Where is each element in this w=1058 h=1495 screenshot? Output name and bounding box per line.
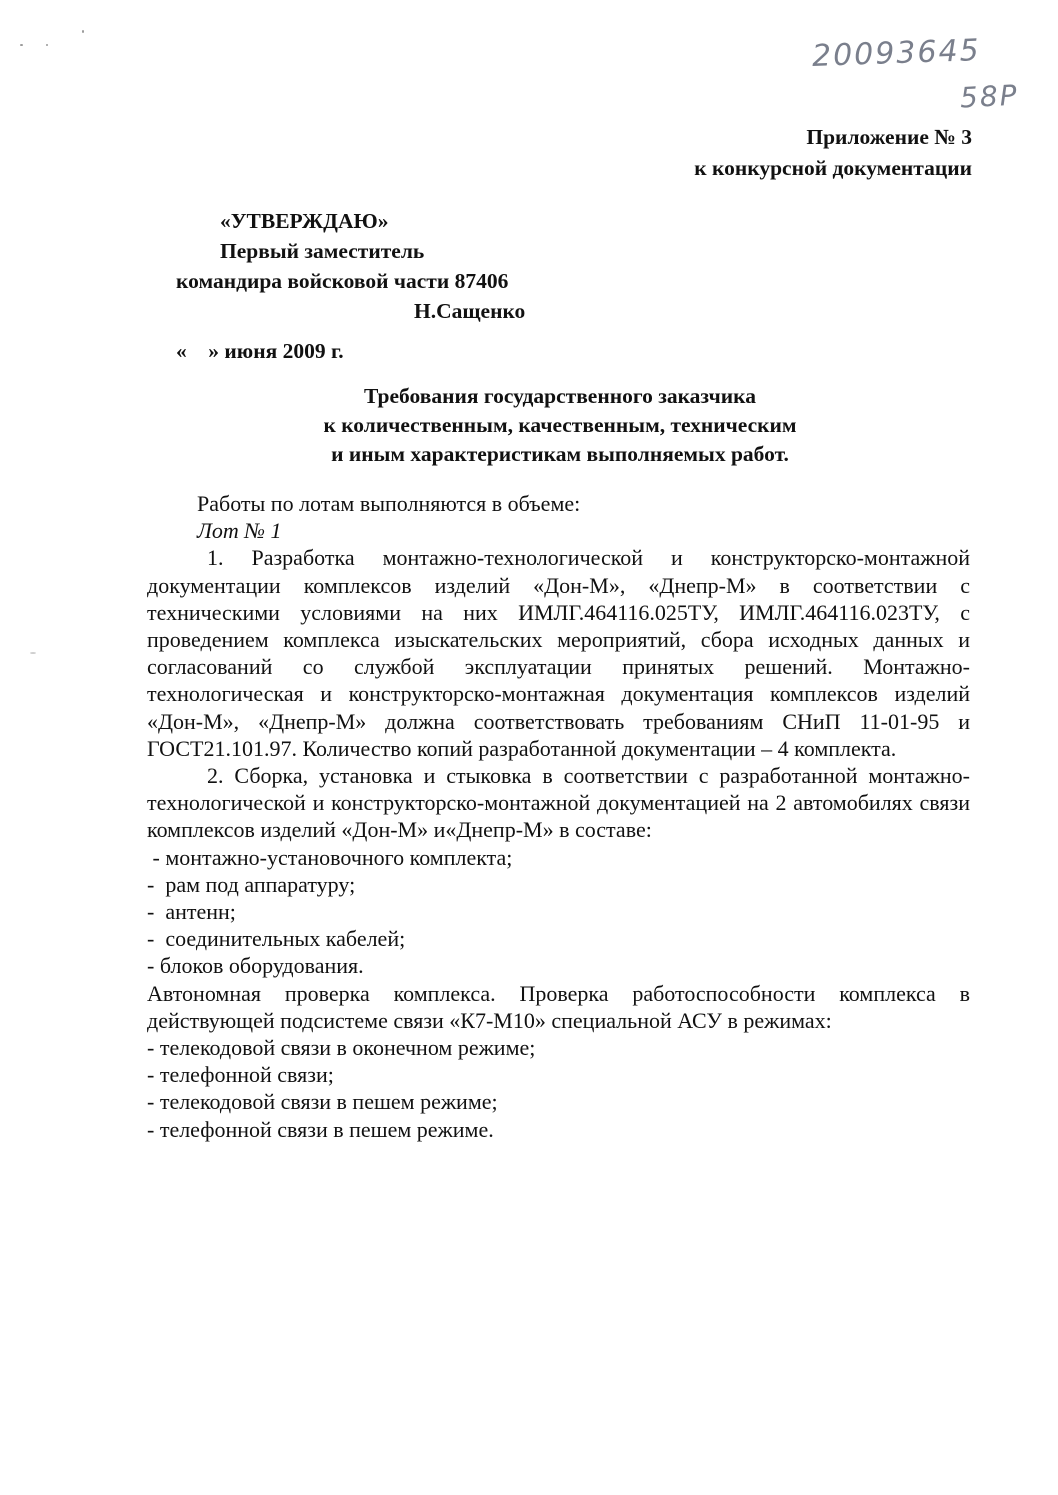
lot-heading: Лот № 1 — [197, 518, 282, 544]
list-item: - телекодовой связи в пешем режиме; — [147, 1089, 498, 1115]
approval-heading: «УТВЕРЖДАЮ» — [220, 209, 389, 233]
document-title — [150, 382, 970, 469]
scan-speck — [20, 44, 23, 46]
item-2-paragraph: 2. Сборка, установка и стыковка в соответствии с разработанной монтажно-технологической и конструкторско-монтажной документацией на 2 автомобилях связи комплексов изделий «Дон-М» и«Днепр-М» в составе: — [147, 763, 970, 843]
check-paragraph: Автономная проверка комплекса. Проверка работоспособности комплекса в действующей подсистеме связи «К7-М10» специальной АСУ в режимах: — [147, 980, 970, 1033]
list-item: - соединительных кабелей; — [147, 926, 406, 952]
list-item: - телекодовой связи в оконечном режиме; — [147, 1035, 536, 1061]
list-item: - рам под аппаратуру; — [147, 871, 356, 897]
approval-block — [176, 206, 525, 366]
list-item: - телефонной связи в пешем режиме. — [147, 1116, 494, 1142]
scan-speck — [82, 30, 84, 33]
list-item: - блоков оборудования. — [147, 953, 364, 979]
approver-unit: командира войсковой части 87406 — [176, 269, 509, 293]
scan-speck — [46, 44, 48, 46]
annex-number: Приложение № 3 — [806, 125, 972, 149]
list-item: - телефонной связи; — [147, 1062, 334, 1088]
annex-header — [694, 122, 972, 184]
list-item: - монтажно-установочного комплекта; — [147, 844, 513, 870]
scan-speck — [30, 652, 36, 654]
list-item: - антенн; — [147, 899, 236, 925]
annex-subtitle: к конкурсной документации — [694, 156, 972, 180]
approval-date: « » июня 2009 г. — [176, 339, 344, 363]
approver-name: Н.Сащенко — [414, 299, 526, 323]
item-1-paragraph: 1. Разработка монтажно-технологической и конструкторско-монтажной документации комплексов изделий «Дон-М», «Днепр-М» в соответствии с техническими условиями на них ИМЛГ.464116.025ТУ, ИМЛГ.464116.023ТУ, с проведением комплекса изыскательских мероприятий, сбора исходных данных и согласований со службой эксплуатации принятых решений. Монтажно-технологическая и конструкторско-монтажная документация комплексов изделий «Дон-М», «Днепр-М» должна соответствовать требованиям СНиП 11-01-95 и ГОСТ21.101.97. Количество копий разработанной документации – 4 комплекта. — [147, 545, 970, 761]
title-line: и иным характеристикам выполняемых работ. — [331, 442, 789, 466]
title-line: Требования государственного заказчика — [364, 384, 756, 408]
title-line: к количественным, качественным, техническим — [323, 413, 797, 437]
intro-paragraph: Работы по лотам выполняются в объеме: — [197, 491, 581, 516]
handwritten-registration-number: 20093645 — [811, 33, 982, 74]
approver-position: Первый заместитель — [220, 239, 425, 263]
handwritten-note: 58P — [959, 78, 1020, 115]
document-body — [147, 490, 970, 1143]
